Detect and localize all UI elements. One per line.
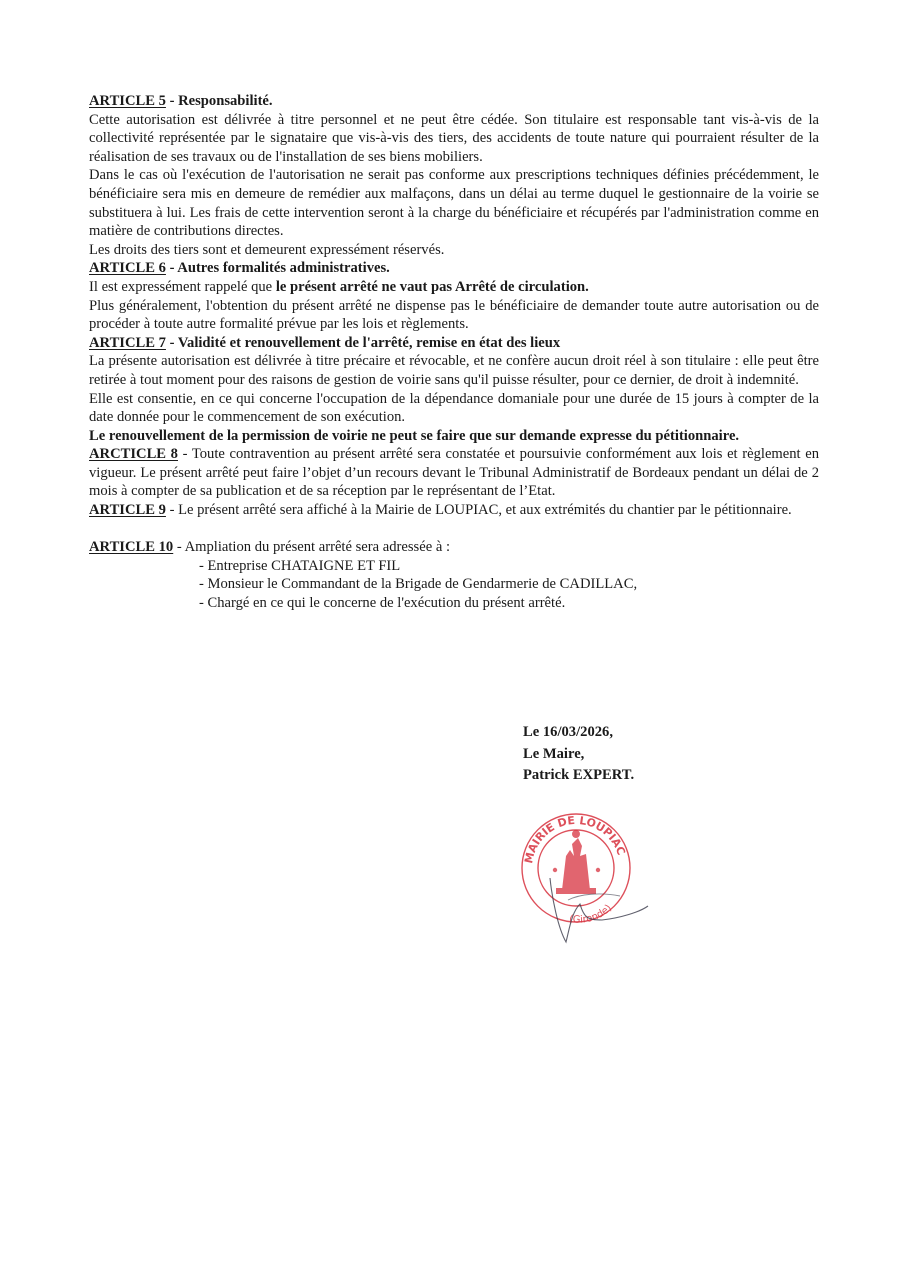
article-6-title: - Autres formalités administratives. xyxy=(165,260,390,277)
article-8-text: - Toute contravention au présent arrêté sera constatée et poursuivie conformément aux lois et règlement en vigueur. Le présent arrêté peut faire l’objet d’un recours devant le Tribunal Administratif de Bordeaux pendant un délai de 2 mois à compter de sa publication et de sa réception par le représentant de l’Etat. xyxy=(89,446,820,500)
article-10-text: - Ampliation du présent arrêté sera adressée à : xyxy=(173,539,450,556)
article-7-label: ARTICLE 7 xyxy=(89,334,166,351)
svg-text:MAIRIE DE LOUPIAC: MAIRIE DE LOUPIAC xyxy=(522,813,628,865)
recipient-item: - Chargé en ce qui le concerne de l'exécution du présent arrêté. xyxy=(199,595,566,612)
article-5-paragraph-3: Les droits des tiers sont et demeurent expressément réservés. xyxy=(89,241,445,258)
signature-name: Patrick EXPERT. xyxy=(523,767,635,783)
article-7-heading xyxy=(89,334,819,353)
article-5-heading xyxy=(89,92,819,111)
recipient-item: - Monsieur le Commandant de la Brigade de Gendarmerie de CADILLAC, xyxy=(199,576,638,593)
mairie-stamp-icon xyxy=(510,808,660,948)
article-5-paragraph-1: Cette autorisation est délivrée à titre personnel et ne peut être cédée. Son titulaire est responsable tant vis-à-vis de la collectivité représentée par le signataire que vis-à-vis des tiers, des accidents de toute nature qui pourraient résulter de la réalisation de ses travaux ou de l'installation de ses biens mobiliers. xyxy=(89,111,819,165)
article-5-paragraph-2: Dans le cas où l'exécution de l'autorisation ne serait pas conforme aux prescriptions techniques définies précédemment, le bénéficiaire sera mis en demeure de remédier aux malfaçons, dans un délai au terme duquel le gestionnaire de la voirie se substituera à lui. Les frais de cette intervention seront à la charge du bénéficiaire et récupérés par l'administration comme en matière de contributions directes. xyxy=(89,167,819,240)
article-6-heading xyxy=(89,259,819,278)
signature-role: Le Maire, xyxy=(523,745,585,762)
article-7-paragraph-1: La présente autorisation est délivrée à titre précaire et révocable, et ne confère aucun droit réel à son titulaire : elle peut être retirée à tout moment pour des raisons de gestion de voirie sans qu'il puisse résulter, pour ce dernier, de droit à indemnité. xyxy=(89,353,819,388)
article-5-label: ARTICLE 5 xyxy=(89,93,166,109)
article-7-paragraph-2: Elle est consentie, en ce qui concerne l'occupation de la dépendance domaniale pour une durée de 15 jours à compter de la date donnée pour le commencement de son exécution. xyxy=(89,390,819,426)
article-9-text: - Le présent arrêté sera affiché à la Mairie de LOUPIAC, et aux extrémités du chantier par le pétitionnaire. xyxy=(165,502,792,519)
article-9-paragraph xyxy=(89,501,819,520)
article-6-text: Il est expressément rappelé que xyxy=(89,278,276,295)
article-6-paragraph-2: Plus généralement, l'obtention du présent arrêté ne dispense pas le bénéficiaire de demander toute autre autorisation ou de procéder à toute autre formalité prévue par les lois et règlements. xyxy=(89,297,819,333)
article-8-label: ARCTICLE 8 xyxy=(89,446,178,463)
article-7-title: - Validité et renouvellement de l'arrêté, remise en état des lieux xyxy=(165,334,561,351)
article-5-title: - Responsabilité. xyxy=(165,93,273,109)
article-6-paragraph-1 xyxy=(89,278,819,297)
signature-date: Le 16/03/2026, xyxy=(523,724,613,740)
spacer xyxy=(89,520,819,539)
article-7-paragraph-3: Le renouvellement de la permission de voirie ne peut se faire que sur demande expresse du pétitionnaire. xyxy=(89,427,740,444)
document-body xyxy=(89,92,819,613)
article-8-paragraph xyxy=(89,445,819,501)
svg-text:(Gironde): (Gironde) xyxy=(568,902,615,926)
signature-block xyxy=(523,722,634,787)
recipient-item: - Entreprise CHATAIGNE ET FIL xyxy=(199,557,401,574)
article-10-paragraph xyxy=(89,538,819,557)
article-10-label: ARTICLE 10 xyxy=(89,539,174,556)
article-9-label: ARTICLE 9 xyxy=(89,502,166,519)
article-6-label: ARTICLE 6 xyxy=(89,260,166,277)
article-6-emphasis: le présent arrêté ne vaut pas Arrêté de circulation. xyxy=(275,278,589,295)
